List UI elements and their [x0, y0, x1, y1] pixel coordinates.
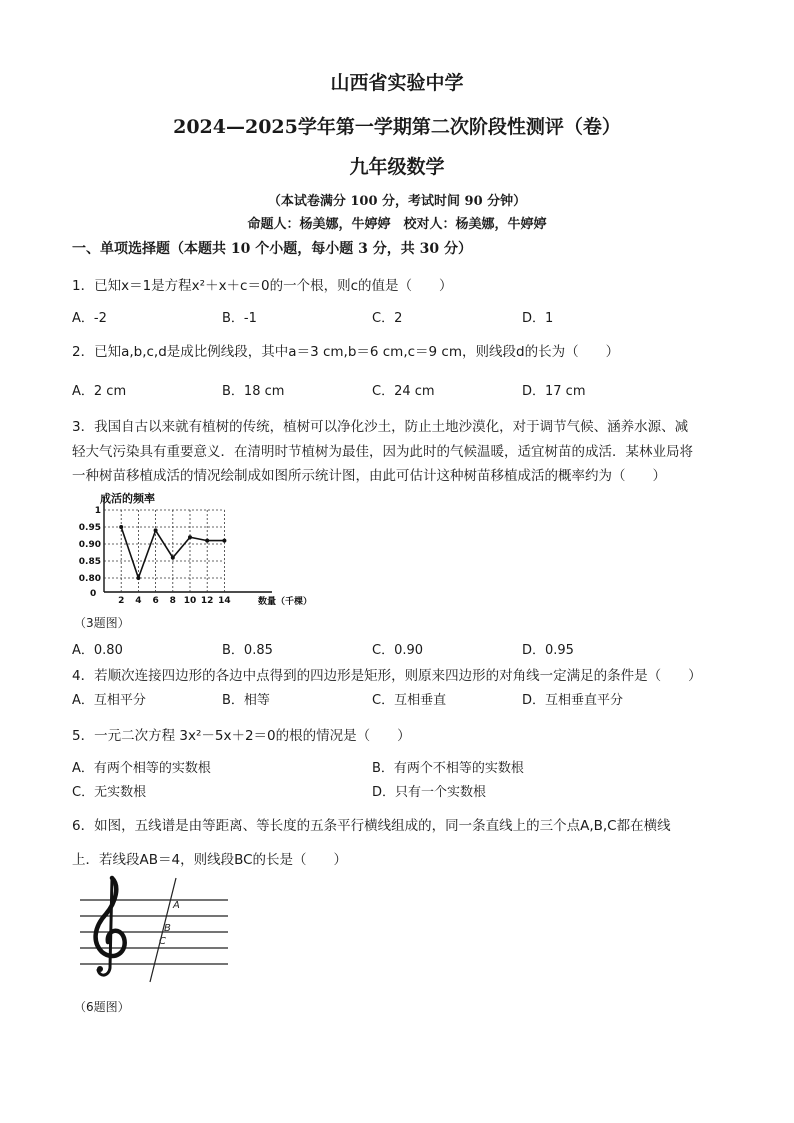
- q4-option-a[interactable]: A．互相平分: [72, 693, 146, 708]
- y-tick-label: 0.85: [78, 557, 101, 567]
- q3-option-a[interactable]: A．0.80: [72, 643, 123, 658]
- subject-title: 九年级数学: [349, 156, 445, 178]
- y-tick-label: 1: [94, 506, 101, 516]
- origin-label: 0: [90, 589, 97, 599]
- point-c-label: C: [159, 936, 166, 947]
- q1-option-b[interactable]: B．-1: [222, 311, 257, 326]
- music-staff-figure: [72, 872, 242, 987]
- data-point: [119, 525, 123, 529]
- point-b-label: B: [164, 923, 171, 934]
- treble-clef-icon: [96, 878, 125, 975]
- question-4-stem: 4．若顺次连接四边形的各边中点得到的四边形是矩形，则原来四边形的对角线一定满足的条件是（ ）: [72, 668, 702, 684]
- q4-option-d[interactable]: D．互相垂直平分: [522, 693, 624, 708]
- question-5-stem: 5．一元二次方程 3x²－5x＋2＝0的根的情况是（ ）: [72, 728, 411, 744]
- question-3-stem-line-2: 轻大气污染具有重要意义．在清明时节植树为最佳，因为此时的气候温暖，适宜树苗的成活．某林业局将: [72, 444, 693, 460]
- x-tick-label: 10: [183, 596, 197, 606]
- x-axis-label: 数量（千棵）: [258, 597, 312, 607]
- question-3-caption: （3题图）: [74, 616, 130, 630]
- q5-option-b[interactable]: B．有两个不相等的实数根: [372, 761, 524, 776]
- chart-title: 成活的频率: [100, 492, 155, 505]
- data-point: [154, 528, 158, 532]
- q2-option-d[interactable]: D．17 cm: [522, 384, 586, 399]
- data-point: [222, 539, 226, 543]
- x-tick-label: 2: [118, 596, 125, 606]
- q1-option-c[interactable]: C．2: [372, 311, 403, 326]
- q4-option-b[interactable]: B．相等: [222, 693, 270, 708]
- survival-rate-chart: [72, 488, 312, 612]
- q5-option-d[interactable]: D．只有一个实数根: [372, 785, 487, 800]
- x-tick-label: 12: [200, 596, 214, 606]
- school-title: 山西省实验中学: [330, 72, 464, 94]
- x-tick-label: 14: [218, 596, 231, 606]
- q2-option-a[interactable]: A．2 cm: [72, 384, 127, 399]
- question-6-stem-line-2: 上．若线段AB＝4，则线段BC的长是（ ）: [72, 852, 348, 868]
- q2-option-c[interactable]: C．24 cm: [372, 384, 435, 399]
- question-3-stem-line-1: 3．我国自古以来就有植树的传统，植树可以净化沙土，防止土地沙漠化，对于调节气候、涵养水源、减: [72, 419, 689, 435]
- q5-option-c[interactable]: C．无实数根: [72, 785, 147, 800]
- data-point: [136, 576, 140, 580]
- exam-title: 2024—2025学年第一学期第二次阶段性测评（卷）: [173, 116, 621, 138]
- question-2-stem: 2．已知a,b,c,d是成比例线段，其中a＝3 cm,b＝6 cm,c＝9 cm，则线段d的长为（ ）: [72, 344, 620, 360]
- question-1-stem: 1．已知x＝1是方程x²＋x＋c＝0的一个根，则c的值是（ ）: [72, 278, 453, 294]
- q1-option-a[interactable]: A．-2: [72, 311, 107, 326]
- y-tick-label: 0.80: [78, 574, 101, 584]
- section-title: 一、单项选择题（本题共 10 个小题，每小题 3 分，共 30 分）: [72, 241, 472, 257]
- q3-option-b[interactable]: B．0.85: [222, 643, 273, 658]
- x-tick-label: 8: [169, 596, 176, 606]
- exam-authors: 命题人：杨美娜，牛婷婷 校对人：杨美娜，牛婷婷: [247, 217, 547, 232]
- point-a-label: A: [173, 900, 180, 911]
- question-3-stem-line-3: 一种树苗移植成活的情况绘制成如图所示统计图，由此可估计这种树苗移植成活的概率约为（ ）: [72, 468, 666, 484]
- q1-option-d[interactable]: D．1: [522, 311, 554, 326]
- q2-option-b[interactable]: B．18 cm: [222, 384, 285, 399]
- q3-option-d[interactable]: D．0.95: [522, 643, 574, 658]
- data-point: [171, 556, 175, 560]
- data-point: [205, 539, 209, 543]
- y-tick-label: 0.95: [78, 523, 101, 533]
- transversal-line: [150, 878, 176, 982]
- x-tick-label: 6: [152, 596, 159, 606]
- q3-option-c[interactable]: C．0.90: [372, 643, 424, 658]
- question-6-caption: （6题图）: [74, 1000, 130, 1014]
- question-6-stem-line-1: 6．如图，五线谱是由等距离、等长度的五条平行横线组成的，同一条直线上的三个点A,B,C都在横线: [72, 818, 671, 834]
- q4-option-c[interactable]: C．互相垂直: [372, 693, 447, 708]
- exam-info: （本试卷满分 100 分，考试时间 90 分钟）: [267, 194, 527, 209]
- y-tick-label: 0.90: [78, 540, 101, 550]
- x-tick-label: 4: [135, 596, 142, 606]
- data-point: [188, 535, 192, 539]
- q5-option-a[interactable]: A．有两个相等的实数根: [72, 761, 211, 776]
